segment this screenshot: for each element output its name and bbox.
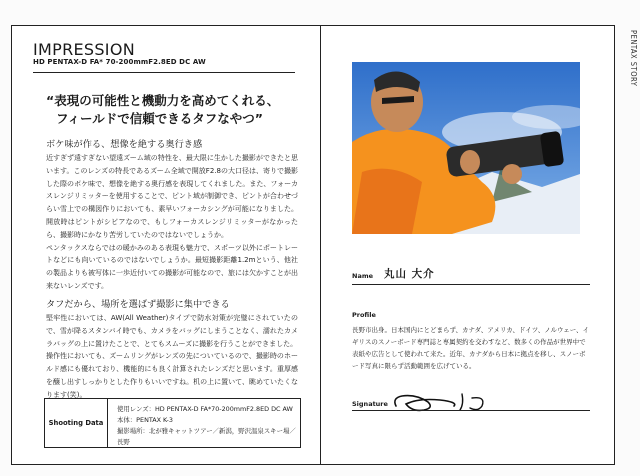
photographer-photo — [352, 62, 580, 234]
header-rule — [33, 72, 295, 73]
lens-subtitle: HD PENTAX-D FA* 70-200mmF2.8ED DC AW — [33, 58, 206, 66]
page-title: IMPRESSION — [33, 40, 135, 59]
paragraph: ペンタックスならではの暖かみのある表現も魅力で、スポーツ以外にポートレートなどにも向いているのではないでしょうか。最短撮影距離1.2mという、他社の製品よりも被写体に一歩近付いての撮影が可能なので、旅には欠かすことが出来ないレンズです。 — [46, 243, 298, 290]
paragraph: 近すぎず遠すぎない望遠ズーム域の特性を、最大限に生かした撮影ができたと思います。このレンズの特長であるズーム全域で開放F2.8の大口径は、寄りで撮影した際のボケ味で、想像を絶する奥行感を表現してくれました。また、フォーカスレンジリミッターを使用することで、ピント域が制御でき、ピントが合わせづらい雪上での構図作りにおいても、素早いフォーカシングが可能になりました。開放時はピントがシビアなので、もしフォーカスレンジリミッターがなかったら、撮影時にかなり苦労していたのではないでしょうか。 — [46, 154, 298, 239]
section-body-bokeh — [46, 152, 298, 293]
shooting-body: 本体：PENTAX K-3 — [117, 416, 173, 424]
quote-line-1: “表現の可能性と機動力を高めてくれる、 — [46, 93, 280, 108]
pull-quote — [46, 92, 296, 128]
signature-image — [388, 384, 498, 420]
column-divider — [320, 26, 321, 464]
shooting-data-info — [117, 404, 300, 448]
profile-label: Profile — [352, 311, 376, 319]
paragraph: 堅牢性においては、AW(All Weather)タイプで防水対策が完璧にされていたので、雪が降るスタンバイ時でも、カメラをバッグにしまうことなく、濡れたカメラバッグの上に置けたことで、とてもスムーズに撮影を行うことができました。 — [46, 314, 298, 348]
section-heading-tough: タフだから、場所を選ばず撮影に集中できる — [46, 299, 230, 310]
side-label: PENTAX STORY — [629, 30, 638, 87]
shooting-data-label: Shooting Data — [45, 399, 108, 447]
section-heading-bokeh: ボケ味が作る、想像を絶する奥行き感 — [46, 139, 203, 150]
quote-line-2: フィールドで信頼できるタフなやつ” — [56, 111, 263, 126]
paragraph: 操作性においても、ズームリングがレンズの先についているので、撮影時のホールド感にも優れており、機能的にも良く計算されたレンズだと思います。重厚感を醸し出すしっかりとした作りもいいですね。机の上に置いて、眺めていたくなります(笑)。 — [46, 352, 298, 399]
name-label: Name — [352, 272, 374, 280]
photographer-name: 丸山 大介 — [384, 268, 435, 280]
name-rule — [352, 284, 590, 285]
signature-label: Signature — [352, 400, 388, 408]
shooting-lens: 使用レンズ：HD PENTAX-D FA*70-200mmF2.8ED DC AW — [117, 405, 293, 413]
signature-rule — [352, 410, 590, 411]
profile-text: 長野市出身。日本国内にとどまらず、カナダ、アメリカ、ドイツ、ノルウェー、イギリスのスノーボード専門誌と専属契約を交わすなど、数多くの作品が世界中で表紙や広告として使われて来た。近年、カナダから日本に拠点を移し、スノーボード写真に限らず活動範囲を広げている。 — [352, 326, 589, 370]
shooting-data-box — [44, 398, 301, 448]
shooting-location: 撮影場所：北が雅キャットツアー／新潟，野沢温泉スキー場／長野 — [117, 427, 296, 446]
section-body-tough — [46, 312, 298, 402]
